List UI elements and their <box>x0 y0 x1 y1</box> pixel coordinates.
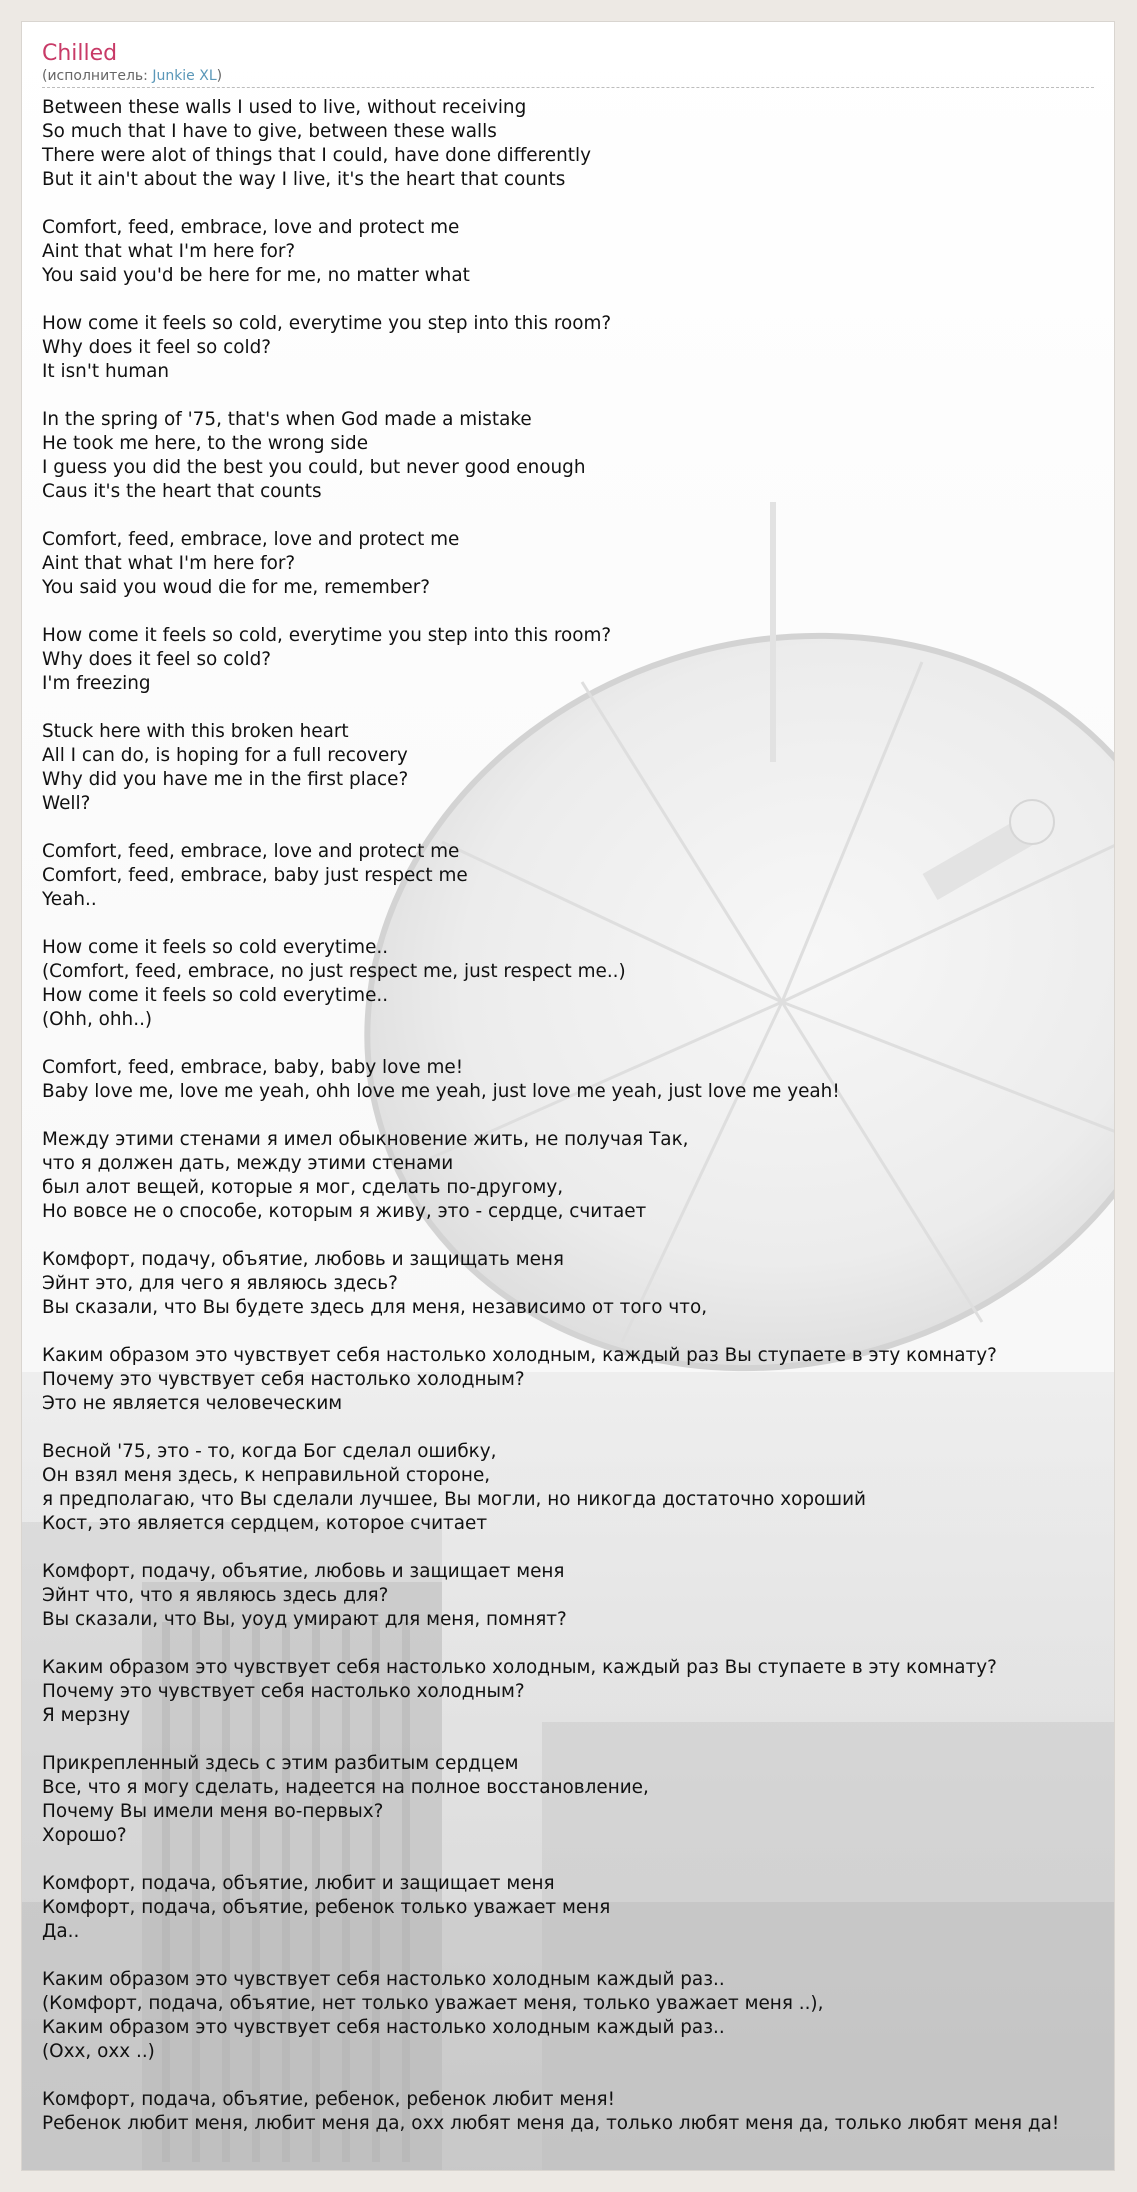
lyrics-english: Between these walls I used to live, without receiving So much that I have to give, between these walls There were alot of things that I could, have done differently But it ain't about the way I live, it's the heart that counts Comfort, feed, embrace, love and protect me Aint that what I'm here for? You said you'd be here for me, no matter what How come it feels so cold, everytime you step into this room? Why does it feel so cold? It isn't human In the spring of '75, that's when God made a mistake He took me here, to the wrong side I guess you did the best you could, but never good enough Caus it's the heart that counts Comfort, feed, embrace, love and protect me Aint that what I'm here for? You said you woud die for me, remember? How come it feels so cold, everytime you step into this room? Why does it feel so cold? I'm freezing Stuck here with this broken heart All I can do, is hoping for a full recovery Why did you have me in the first place? Well? Comfort, feed, embrace, love and protect me Comfort, feed, embrace, baby just respect me Yeah.. How come it feels so cold everytime.. (Comfort, feed, embrace, no just respect me, just respect me..) How come it feels so cold everytime.. (Ohh, ohh..) Comfort, feed, embrace, baby, baby love me! Baby love me, love me yeah, ohh love me yeah, just love me yeah, just love me yeah! <box>42 97 840 1102</box>
artist-prefix: (исполнитель: <box>42 68 153 84</box>
artist-link[interactable]: Junkie XL <box>152 68 217 84</box>
artist-line <box>42 68 1094 88</box>
artist-suffix: ) <box>216 68 223 84</box>
lyrics-card <box>21 21 1115 2171</box>
song-content <box>42 40 1094 2170</box>
lyrics-russian: Между этими стенами я имел обыкновение жить, не получая Так, что я должен дать, между этими стенами был алот вещей, которые я мог, сделать по-другому, Но вовсе не о способе, которым я живу, это - сердце, считает Комфорт, подачу, объятие, любовь и защищать меня Эйнт это, для чего я являюсь здесь? Вы сказали, что Вы будете здесь для меня, независимо от того что, Каким образом это чувствует себя настолько холодным, каждый раз Вы ступаете в эту комнату? Почему это чувствует себя настолько холодным? Это не является человеческим Весной '75, это - то, когда Бог сделал ошибку, Он взял меня здесь, к неправильной стороне, я предполагаю, что Вы сделали лучшее, Вы могли, но никогда достаточно хороший Кост, это является сердцем, которое считает Комфорт, подачу, объятие, любовь и защищает меня Эйнт что, что я являюсь здесь для? Вы сказали, что Вы, уоуд умирают для меня, помнят? Каким образом это чувствует себя настолько холодным, каждый раз Вы ступаете в эту комнату? Почему это чувствует себя настолько холодным? Я мерзну Прикрепленный здесь с этим разбитым сердцем Все, что я могу сделать, надеется на полное восстановление, Почему Вы имели меня во-первых? Хорошо? Комфорт, подача, объятие, любит и защищает меня Комфорт, подача, объятие, ребенок только уважает меня Да.. Каким образом это чувствует себя настолько холодным каждый раз.. (Комфорт, подача, объятие, нет только уважает меня, только уважает меня ..), Каким образом это чувствует себя настолько холодным каждый раз.. (Охх, охх ..) Комфорт, подача, объятие, ребенок, ребенок любит меня! Ребенок любит меня, любит меня да, охх любят меня да, только любят меня да, только любят меня да! <box>42 1129 1060 2134</box>
song-title: Chilled <box>42 41 118 66</box>
